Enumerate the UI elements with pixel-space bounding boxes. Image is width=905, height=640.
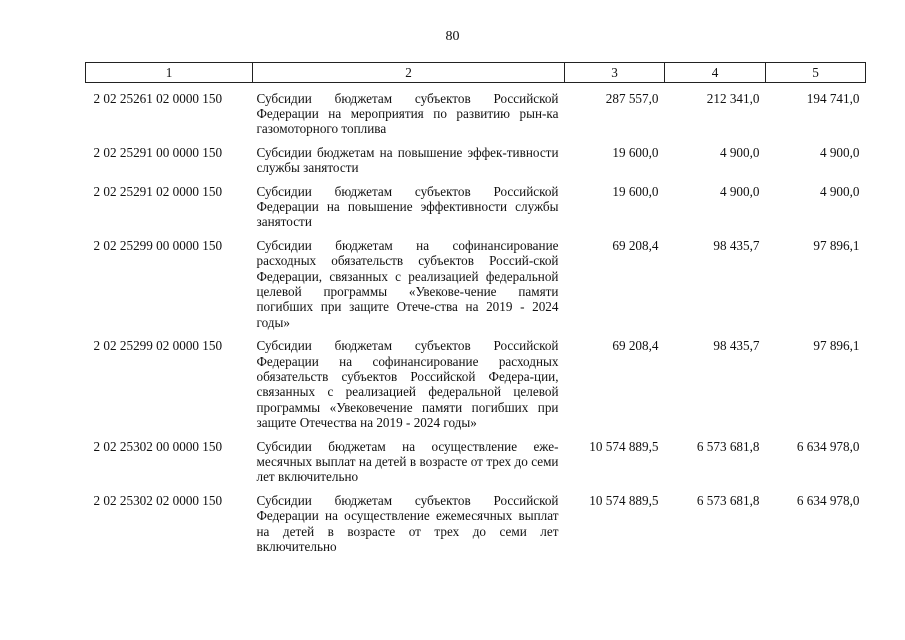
budget-code: 2 02 25291 02 0000 150: [93, 183, 223, 199]
column-header-3: 3: [565, 63, 665, 83]
amount-col5: 194 741,0: [806, 90, 860, 106]
amount-col3: 287 557,0: [605, 90, 659, 106]
budget-revenue-table: [85, 62, 866, 562]
row-description: Субсидии бюджетам субъектов Российской Федерации на осуществление ежемесячных выплат на детей в возрасте от трех до семи лет включительно: [256, 492, 559, 555]
amount-col3: 10 574 889,5: [589, 438, 659, 454]
budget-code: 2 02 25299 02 0000 150: [93, 338, 223, 354]
budget-code: 2 02 25299 00 0000 150: [93, 237, 223, 253]
column-header-2: 2: [253, 63, 565, 83]
amount-col4: 98 435,7: [713, 237, 760, 253]
column-header-4: 4: [665, 63, 766, 83]
amount-col5: 6 634 978,0: [796, 492, 860, 508]
table-row: [86, 439, 866, 493]
table-row: [86, 83, 866, 91]
amount-col4: 4 900,0: [719, 183, 760, 199]
column-header-5: 5: [766, 63, 866, 83]
amount-col3: 19 600,0: [612, 144, 659, 160]
amount-col5: 97 896,1: [813, 237, 860, 253]
table-header-row: [86, 63, 866, 83]
amount-col5: 4 900,0: [819, 183, 860, 199]
table-row: [86, 145, 866, 184]
budget-code: 2 02 25302 00 0000 150: [93, 438, 223, 454]
column-header-1: 1: [86, 63, 253, 83]
amount-col3: 69 208,4: [612, 338, 659, 354]
page-number: 80: [445, 29, 460, 44]
table-row: [86, 238, 866, 338]
budget-code: 2 02 25291 00 0000 150: [93, 144, 223, 160]
amount-col3: 19 600,0: [612, 183, 659, 199]
amount-col5: 4 900,0: [819, 144, 860, 160]
table-row: [86, 184, 866, 238]
row-description: Субсидии бюджетам субъектов Российской Федерации на софинансирование расходных обязательств субъектов Российской Федера-ции, связанных с реализацией федеральной целевой программы «Увековечение памяти погибших при защите Отечества на 2019 - 2024 годы»: [256, 338, 559, 431]
amount-col4: 6 573 681,8: [696, 492, 760, 508]
amount-col5: 97 896,1: [813, 338, 860, 354]
table-row: [86, 338, 866, 438]
row-description: Субсидии бюджетам на софинансирование расходных обязательств субъектов Россий-ской Федерации, связанных с реализацией федеральной целевой программы «Увекове-чение памяти погибших при защите Отече-ства на 2019 - 2024 годы»: [256, 237, 559, 330]
amount-col5: 6 634 978,0: [796, 438, 860, 454]
amount-col4: 4 900,0: [719, 144, 760, 160]
amount-col4: 6 573 681,8: [696, 438, 760, 454]
budget-code: 2 02 25302 02 0000 150: [93, 492, 223, 508]
table-row: [86, 91, 866, 145]
amount-col3: 69 208,4: [612, 237, 659, 253]
amount-col4: 212 341,0: [706, 90, 760, 106]
amount-col4: 98 435,7: [713, 338, 760, 354]
budget-code: 2 02 25261 02 0000 150: [93, 90, 223, 106]
table-row: [86, 493, 866, 563]
row-description: Субсидии бюджетам на осуществление еже-месячных выплат на детей в возрасте от трех до семи лет включительно: [256, 438, 559, 485]
row-description: Субсидии бюджетам субъектов Российской Федерации на мероприятия по развитию рын-ка газомоторного топлива: [256, 90, 559, 137]
amount-col3: 10 574 889,5: [589, 492, 659, 508]
row-description: Субсидии бюджетам на повышение эффек-тивности службы занятости: [256, 144, 559, 176]
row-description: Субсидии бюджетам субъектов Российской Федерации на повышение эффективности службы занятости: [256, 183, 559, 230]
